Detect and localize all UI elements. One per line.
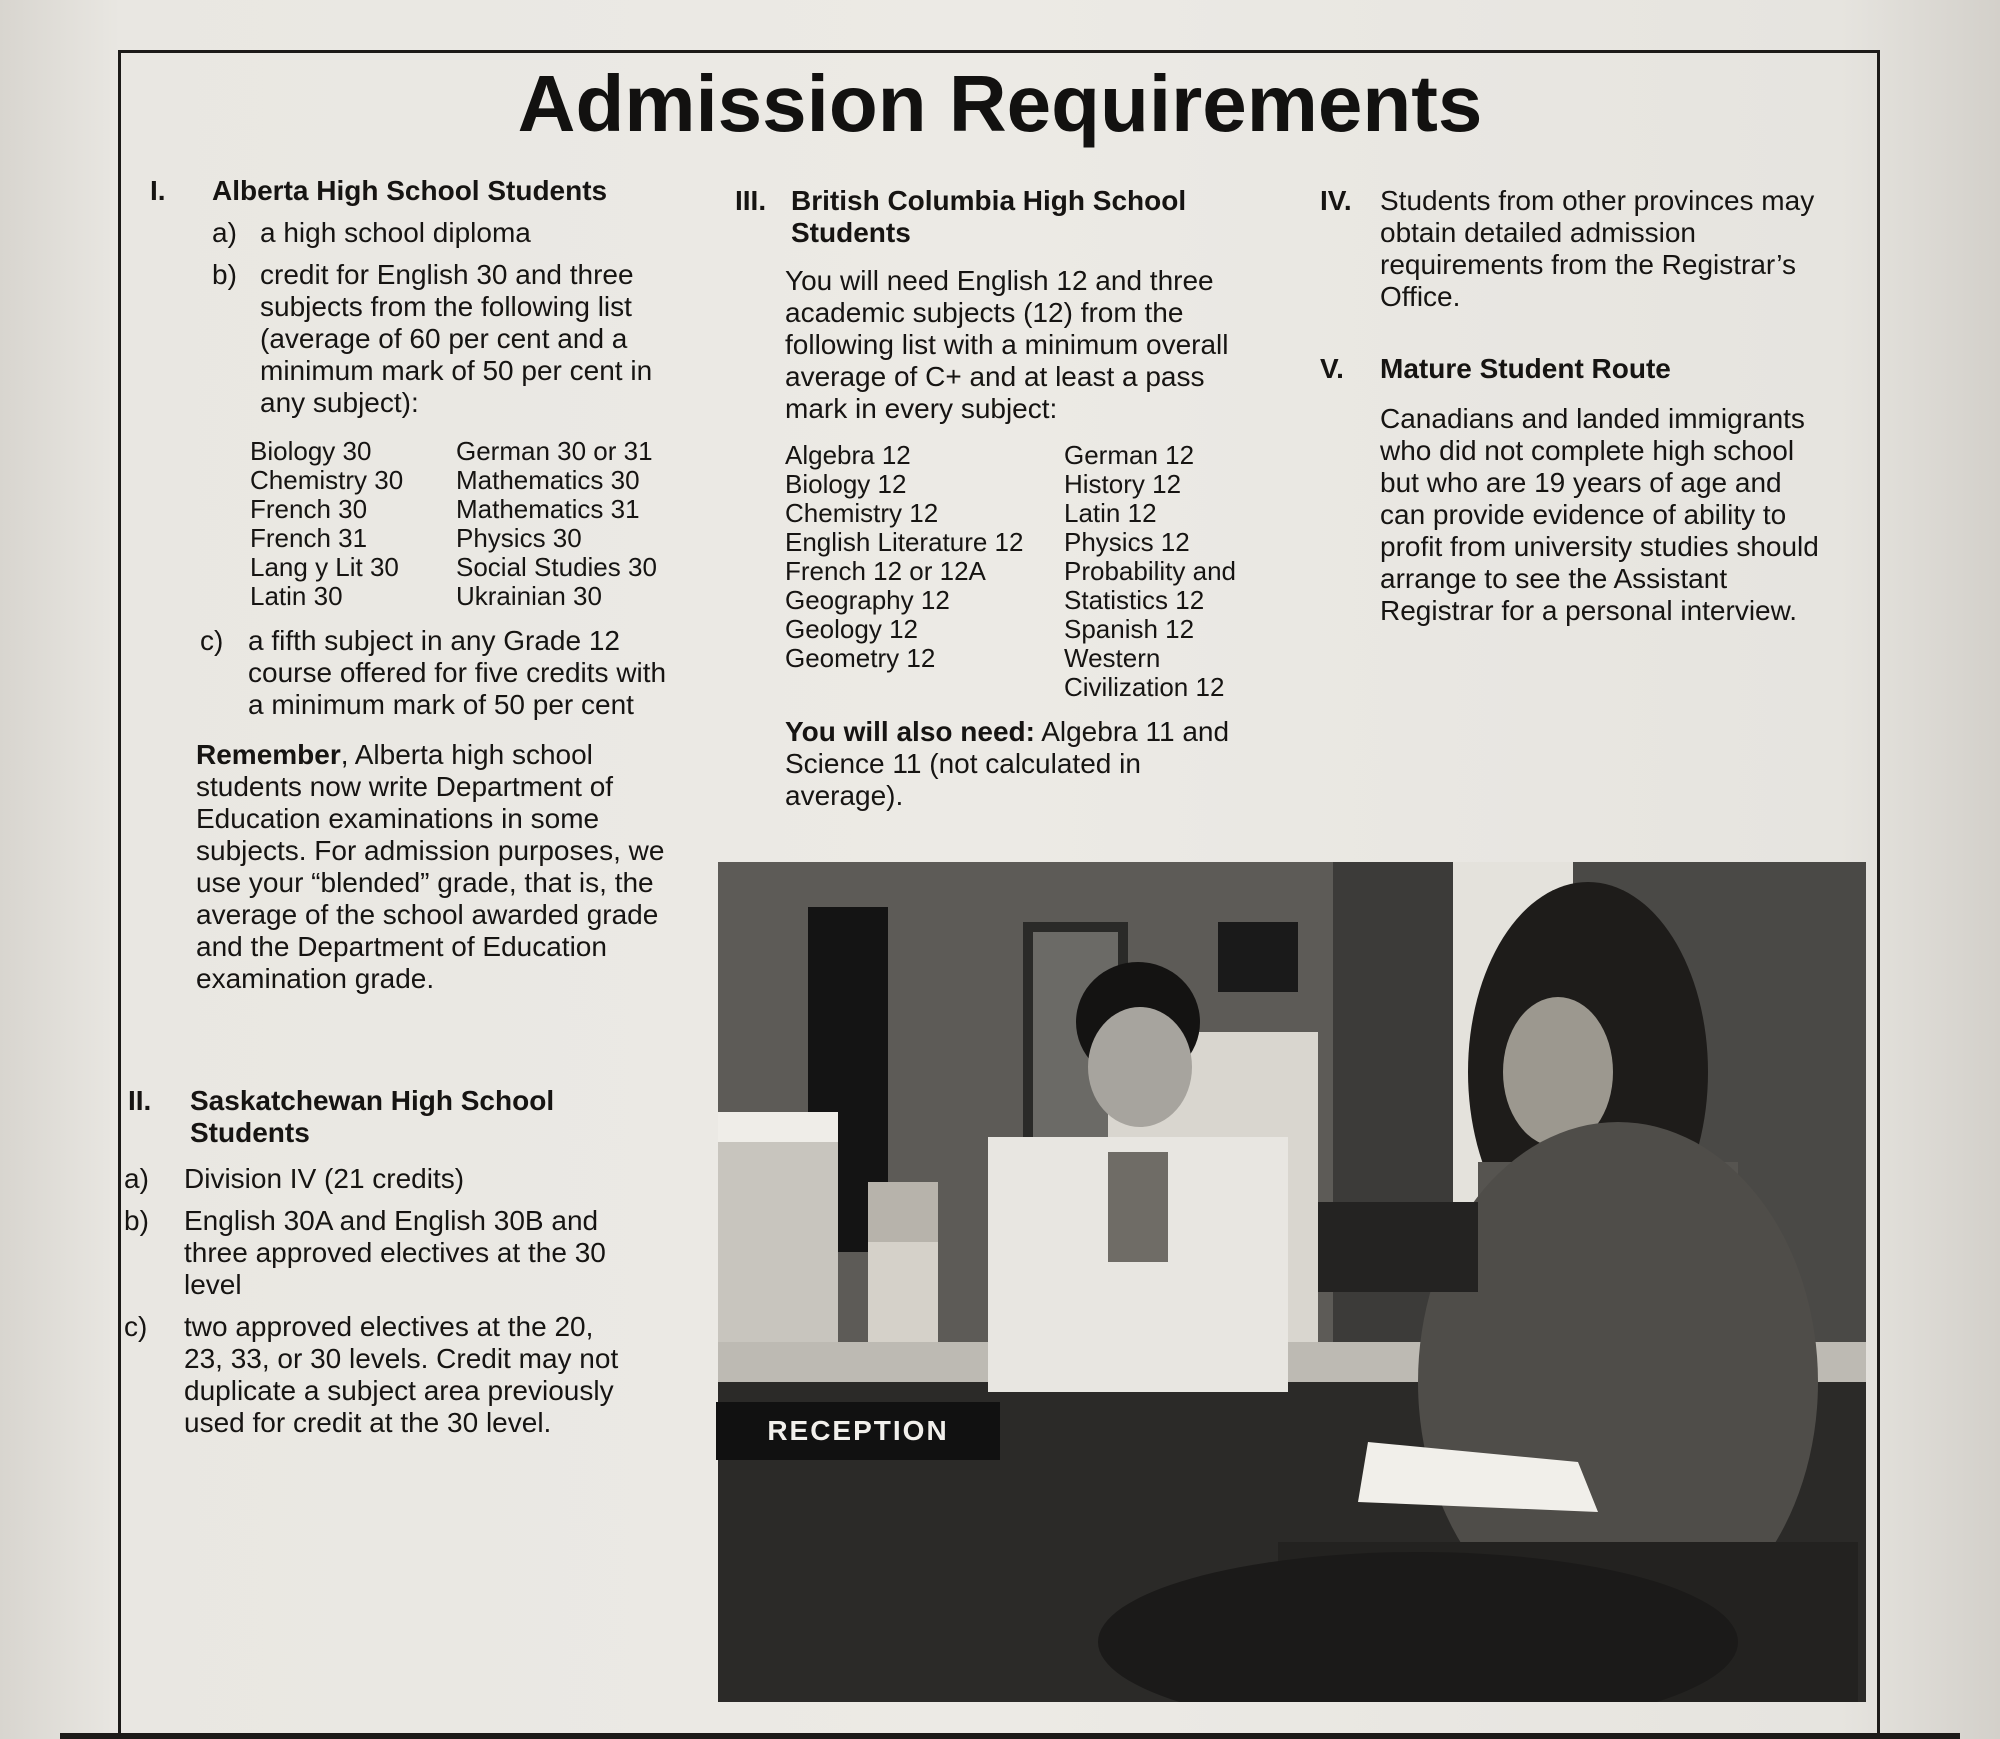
- bc-also-need: [785, 716, 1260, 812]
- subject-item: Lang y Lit 30: [250, 552, 399, 582]
- item-text: a high school diploma: [260, 217, 531, 248]
- list-item: [124, 1163, 684, 1195]
- section-mature-heading: [1320, 353, 1850, 385]
- subject-item: German 12: [1064, 440, 1195, 470]
- section-number: IV.: [1320, 185, 1352, 216]
- subject-item: Biology 12: [785, 469, 907, 499]
- list-item: [124, 1311, 684, 1439]
- subject-item: Geology 12: [785, 614, 918, 644]
- column-middle: [735, 185, 1260, 812]
- subject-item: Chemistry 30: [250, 465, 404, 495]
- also-need-text: Algebra 11 and Science 11 (not calculated in average).: [785, 716, 1230, 811]
- subject-column-left: [785, 441, 1060, 702]
- section-other-provinces: [1320, 185, 1850, 313]
- remember-note: [196, 739, 672, 995]
- subject-item: Spanish 12: [1064, 614, 1195, 644]
- subject-item: French 31: [250, 523, 368, 553]
- section-number: I.: [150, 175, 166, 206]
- remember-label: Remember: [196, 739, 341, 770]
- item-key: b): [212, 259, 237, 290]
- section-number: V.: [1320, 353, 1344, 384]
- section-title: Saskatchewan High School Students: [190, 1085, 555, 1148]
- list-item: [212, 259, 680, 419]
- list-item: [212, 217, 680, 249]
- subject-item: Physics 12: [1064, 527, 1190, 557]
- bc-intro: You will need English 12 and three academic subjects (12) from the following list with a minimum overall average of C+ and at least a pass mark in every subject:: [785, 265, 1229, 424]
- item-key: a): [212, 217, 237, 248]
- subject-item: Algebra 12: [785, 440, 911, 470]
- reception-photo: [718, 862, 1866, 1702]
- subject-item: Mathematics 30: [456, 465, 640, 495]
- subject-item: Social Studies 30: [456, 552, 657, 582]
- section-bc-heading: [735, 185, 1260, 249]
- subject-item: Probability and Statistics 12: [1064, 556, 1236, 615]
- section-number: III.: [735, 185, 767, 216]
- bc-subject-list: [785, 441, 1260, 702]
- column-left: [124, 175, 680, 1439]
- remember-text: , Alberta high school students now write Department of Education examinations in some subjects. For admission purposes, we use your “blended” grade, that is, the average of the school awarded grade and the Department of Education examination grade.: [196, 739, 665, 994]
- item-text: Division IV (21 credits): [184, 1163, 465, 1194]
- subject-item: Geometry 12: [785, 643, 936, 673]
- subject-item: French 12 or 12A: [785, 556, 986, 586]
- photo-scene: [718, 862, 1866, 1702]
- section-number: II.: [128, 1085, 152, 1116]
- column-right: [1320, 185, 1850, 627]
- subject-column-left: [250, 437, 450, 611]
- also-need-label: You will also need:: [785, 716, 1035, 747]
- list-item: [124, 1205, 684, 1301]
- item-text: English 30A and English 30B and three approved electives at the 30 level: [184, 1205, 606, 1300]
- subject-item: English Literature 12: [785, 527, 1024, 557]
- item-text: credit for English 30 and three subjects from the following list (average of 60 per cent and a minimum mark of 50 per cent in any subject):: [260, 259, 653, 418]
- mature-text: Canadians and landed immigrants who did not complete high school but who are 19 years of age and can provide evidence of ability to profit from university studies should arrange to see the Assistant Registrar for a personal interview.: [1380, 403, 1819, 626]
- item-key: c): [124, 1311, 148, 1342]
- subject-column-right: [1064, 441, 1284, 702]
- subject-item: German 30 or 31: [456, 436, 653, 466]
- subject-item: French 30: [250, 494, 368, 524]
- section-saskatchewan-heading: [128, 1085, 688, 1149]
- item-text: two approved electives at the 20, 23, 33, or 30 levels. Credit may not duplicate a subject area previously used for credit at the 30 level.: [184, 1311, 619, 1438]
- subject-item: Ukrainian 30: [456, 581, 602, 611]
- subject-item: Mathematics 31: [456, 494, 640, 524]
- section-title: British Columbia High School Students: [791, 185, 1187, 248]
- subject-item: Physics 30: [456, 523, 582, 553]
- section-title: Alberta High School Students: [212, 175, 608, 206]
- item-key: a): [124, 1163, 149, 1194]
- item-text: a fifth subject in any Grade 12 course offered for five credits with a minimum mark of 50 per cent: [248, 625, 667, 720]
- subject-item: Chemistry 12: [785, 498, 939, 528]
- subject-item: Latin 12: [1064, 498, 1157, 528]
- other-provinces-text: Students from other provinces may obtain detailed admission requirements from the Registrar’s Office.: [1380, 185, 1815, 312]
- section-title: Mature Student Route: [1380, 353, 1671, 384]
- subject-column-right: [456, 437, 676, 611]
- list-item: [200, 625, 680, 721]
- item-key: b): [124, 1205, 149, 1236]
- subject-item: Geography 12: [785, 585, 950, 615]
- bottom-border: [60, 1733, 1960, 1739]
- subject-item: Latin 30: [250, 581, 343, 611]
- photo-caption: RECEPTION: [716, 1402, 1000, 1460]
- page-title: Admission Requirements: [517, 59, 1483, 148]
- alberta-subject-list: [250, 437, 680, 611]
- subject-item: History 12: [1064, 469, 1182, 499]
- subject-item: Western Civilization 12: [1064, 643, 1225, 702]
- section-alberta-heading: [150, 175, 680, 207]
- item-key: c): [200, 625, 224, 656]
- subject-item: Biology 30: [250, 436, 372, 466]
